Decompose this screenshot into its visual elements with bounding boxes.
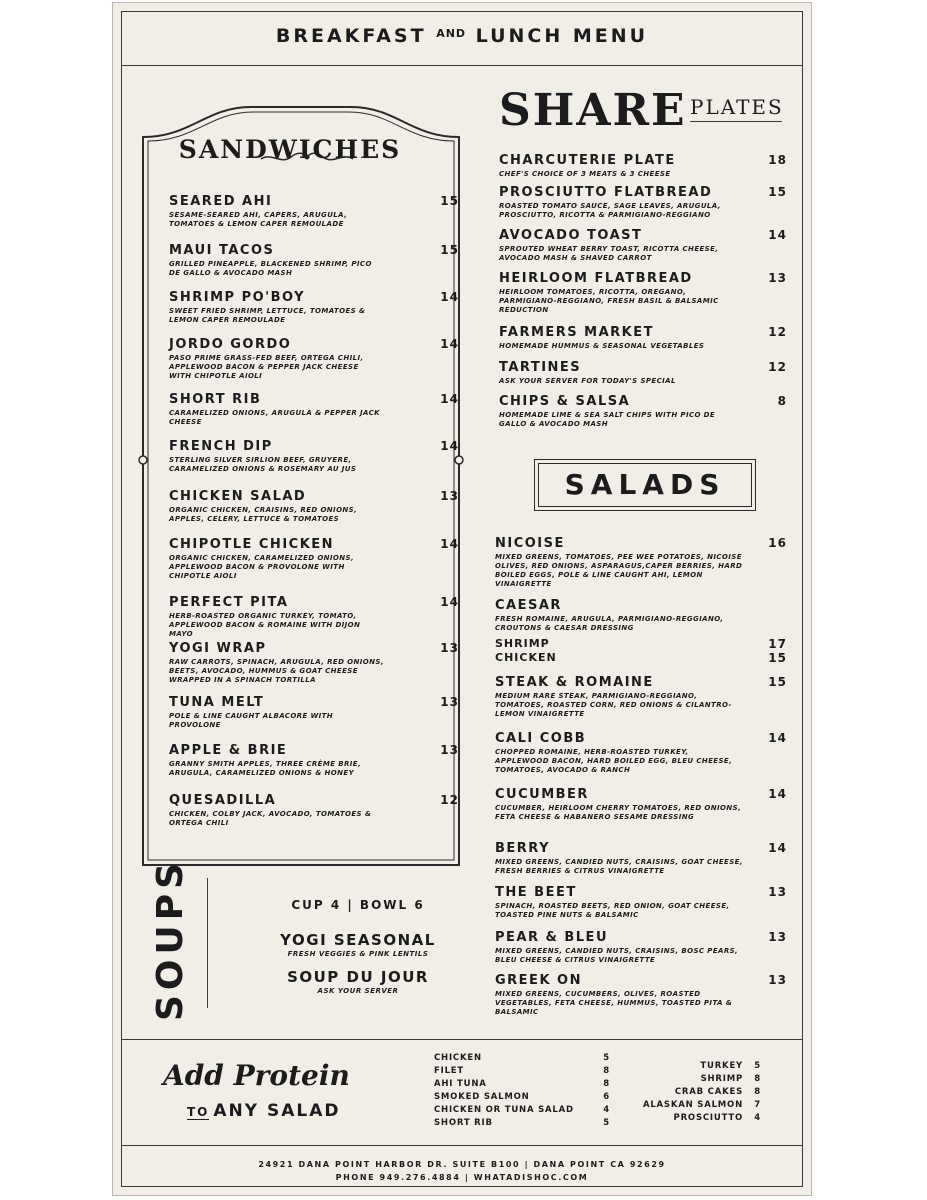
item-name: GREEK ON: [495, 973, 582, 988]
protein-divider: [121, 1039, 803, 1040]
item-description: SESAME-SEARED AHI, CAPERS, ARUGULA, TOMATOES & LEMON CAPER REMOULADE: [169, 211, 348, 228]
footer-contact: PHONE 949.276.4884 | WHATADISHOC.COM: [335, 1173, 589, 1182]
title-lunch-menu: LUNCH MENU: [475, 25, 649, 47]
item-description: ASK YOUR SERVER FOR TODAY'S SPECIAL: [499, 377, 676, 385]
protein-row: [434, 1079, 610, 1091]
item-price: 14: [768, 841, 787, 855]
menu-item: [499, 394, 787, 429]
page-title: [113, 25, 811, 47]
item-description: MIXED GREENS, CUCUMBERS, OLIVES, ROASTED VEGETABLES, FETA CHEESE, HUMMUS, TOASTED PITA & BALSAMIC: [495, 990, 733, 1016]
menu-item: [495, 973, 787, 1017]
title-and: AND: [436, 27, 467, 40]
item-name: PERFECT PITA: [169, 595, 289, 610]
protein-price: 8: [754, 1087, 761, 1097]
addon-name: SHRIMP: [495, 637, 550, 650]
item-name: FRENCH DIP: [169, 439, 273, 454]
protein-row: [434, 1118, 610, 1130]
menu-item: [499, 360, 787, 386]
item-name: CHICKEN SALAD: [169, 489, 307, 504]
soup-name: YOGI SEASONAL: [280, 931, 436, 949]
item-price: 13: [768, 885, 787, 899]
soup-description: ASK YOUR SERVER: [317, 987, 399, 995]
caesar-addon-row: [495, 651, 787, 665]
item-price: 14: [440, 595, 459, 609]
item-price: 8: [777, 394, 787, 408]
item-description: CUCUMBER, HEIRLOOM CHERRY TOMATOES, RED ONIONS, FETA CHEESE & HABANERO SESAME DRESSING: [495, 804, 742, 821]
soup-description: FRESH VEGGIES & PINK LENTILS: [287, 950, 429, 958]
header-divider: [121, 65, 803, 66]
menu-item: [495, 536, 787, 589]
soups-title: SOUPS: [150, 857, 191, 1021]
item-name: FARMERS MARKET: [499, 325, 655, 340]
item-description: SWEET FRIED SHRIMP, LETTUCE, TOMATOES & LEMON CAPER REMOULADE: [169, 307, 366, 324]
item-name: THE BEET: [495, 885, 577, 900]
item-name: QUESADILLA: [169, 793, 277, 808]
any-salad-label: ANY SALAD: [213, 1101, 341, 1121]
menu-item: [169, 243, 459, 278]
item-name: NICOISE: [495, 536, 565, 551]
item-price: 13: [768, 271, 787, 285]
item-description: ORGANIC CHICKEN, CARAMELIZED ONIONS, APPLEWOOD BACON & PROVOLONE WITH CHIPOTLE AIOLI: [169, 554, 355, 580]
item-name: CHARCUTERIE PLATE: [499, 153, 676, 168]
protein-row: [621, 1087, 761, 1099]
menu-item: [169, 743, 459, 778]
protein-name: FILET: [434, 1066, 464, 1076]
item-name: SHORT RIB: [169, 392, 262, 407]
item-price: 14: [440, 392, 459, 406]
menu-item: [169, 695, 459, 730]
item-price: 13: [768, 930, 787, 944]
protein-name: SHRIMP: [700, 1074, 743, 1084]
item-name: YOGI WRAP: [169, 641, 267, 656]
item-price: 18: [768, 153, 787, 167]
item-price: 14: [440, 439, 459, 453]
protein-row: [621, 1113, 761, 1125]
item-description: ROASTED TOMATO SAUCE, SAGE LEAVES, ARUGULA, PROSCIUTTO, RICOTTA & PARMIGIANO-REGGIANO: [499, 202, 721, 219]
menu-item: [499, 325, 787, 351]
menu-item: [169, 489, 459, 524]
menu-item: [169, 641, 459, 685]
addon-price: 15: [768, 651, 787, 665]
item-name: AVOCADO TOAST: [499, 228, 643, 243]
item-description: STERLING SILVER SIRLION BEEF, GRUYERE, CARAMELIZED ONIONS & ROSEMARY AU JUS: [169, 456, 357, 473]
protein-name: ALASKAN SALMON: [642, 1100, 743, 1110]
add-protein-subtitle: [187, 1101, 341, 1121]
item-description: SPROUTED WHEAT BERRY TOAST, RICOTTA CHEESE, AVOCADO MASH & SHAVED CARROT: [499, 245, 719, 262]
item-price: 15: [768, 675, 787, 689]
menu-item: [495, 731, 787, 775]
protein-price: 4: [603, 1105, 610, 1115]
item-description: MIXED GREENS, CANDIED NUTS, CRAISINS, GOAT CHEESE, FRESH BERRIES & CITRUS VINAIGRETTE: [495, 858, 743, 875]
menu-item: [169, 537, 459, 581]
item-name: PROSCIUTTO FLATBREAD: [499, 185, 713, 200]
menu-item: [169, 194, 459, 229]
menu-item: [169, 793, 459, 828]
addon-price: 17: [768, 637, 787, 651]
protein-row: [434, 1105, 610, 1117]
protein-name: CRAB CAKES: [674, 1087, 743, 1097]
item-description: MIXED GREENS, TOMATOES, PEE WEE POTATOES, NICOISE OLIVES, RED ONIONS, ASPARAGUS,CAPER BERRIES, HARD BOILED EGGS, POLE & LINE CAUGHT AHI, LEMON VINAIGRETTE: [495, 553, 743, 588]
protein-price: 8: [754, 1074, 761, 1084]
menu-item: [169, 595, 459, 639]
item-price: 13: [440, 743, 459, 757]
share-plates-subtitle: PLATES: [690, 95, 784, 119]
sandwiches-title: SANDWICHES: [178, 135, 402, 164]
item-price: 14: [768, 787, 787, 801]
item-price: 14: [440, 290, 459, 304]
item-description: CHOPPED ROMAINE, HERB-ROASTED TURKEY, APPLEWOOD BACON, HARD BOILED EGG, BLEU CHEESE, TOMATOES, AVOCADO & RANCH: [495, 748, 733, 774]
protein-price: 6: [603, 1092, 610, 1102]
item-name: CUCUMBER: [495, 787, 589, 802]
salads-title: [534, 459, 756, 511]
item-name: PEAR & BLEU: [495, 930, 608, 945]
item-price: 13: [440, 641, 459, 655]
caesar-addon-row: [495, 637, 787, 651]
protein-name: CHICKEN OR TUNA SALAD: [434, 1105, 574, 1115]
item-name: SEARED AHI: [169, 194, 273, 209]
item-price: 15: [440, 243, 459, 257]
item-description: GRILLED PINEAPPLE, BLACKENED SHRIMP, PICO DE GALLO & AVOCADO MASH: [169, 260, 372, 277]
share-plates-title: SHARE: [499, 85, 687, 136]
protein-name: PROSCIUTTO: [673, 1113, 743, 1123]
footer-divider: [121, 1145, 803, 1146]
item-name: CHIPS & SALSA: [499, 394, 631, 409]
menu-item: [169, 290, 459, 325]
item-description: CHEF'S CHOICE OF 3 MEATS & 3 CHEESE: [499, 170, 671, 178]
item-name: SHRIMP PO'BOY: [169, 290, 306, 305]
menu-page: [112, 2, 812, 1196]
item-name: CALI COBB: [495, 731, 587, 746]
soups-divider: [207, 878, 208, 1008]
item-price: 12: [768, 360, 787, 374]
item-name: CHIPOTLE CHICKEN: [169, 537, 335, 552]
item-name: MAUI TACOS: [169, 243, 275, 258]
protein-row: [434, 1092, 610, 1104]
protein-price: 5: [603, 1053, 610, 1063]
protein-price: 5: [603, 1118, 610, 1128]
salads-title-text: SALADS: [564, 468, 726, 501]
menu-item: [495, 930, 787, 965]
protein-price: 8: [603, 1066, 610, 1076]
plates-underline: [690, 121, 782, 122]
item-description: RAW CARROTS, SPINACH, ARUGULA, RED ONIONS, BEETS, AVOCADO, HUMMUS & GOAT CHEESE WRAPPED IN A SPINACH TORTILLA: [169, 658, 384, 684]
item-price: 14: [768, 228, 787, 242]
protein-name: TURKEY: [700, 1061, 743, 1071]
protein-name: CHICKEN: [434, 1053, 482, 1063]
item-price: 14: [768, 731, 787, 745]
item-price: 15: [440, 194, 459, 208]
soup-name: SOUP DU JOUR: [287, 968, 429, 986]
menu-item: [495, 841, 787, 876]
protein-name: SMOKED SALMON: [434, 1092, 530, 1102]
item-name: TUNA MELT: [169, 695, 265, 710]
item-description: FRESH ROMAINE, ARUGULA, PARMIGIANO-REGGIANO, CROUTONS & CAESAR DRESSING: [495, 615, 724, 632]
protein-price: 8: [603, 1079, 610, 1089]
item-description: HERB-ROASTED ORGANIC TURKEY, TOMATO, APPLEWOOD BACON & ROMAINE WITH DIJON MAYO: [169, 612, 361, 638]
title-breakfast: BREAKFAST: [275, 25, 427, 47]
add-protein-title: Add Protein: [163, 1059, 350, 1092]
item-price: 13: [768, 973, 787, 987]
item-price: 14: [440, 537, 459, 551]
menu-item: [169, 439, 459, 474]
item-name: STEAK & ROMAINE: [495, 675, 654, 690]
menu-item: [499, 185, 787, 220]
protein-price: 7: [754, 1100, 761, 1110]
item-description: ORGANIC CHICKEN, CRAISINS, RED ONIONS, APPLES, CELERY, LETTUCE & TOMATOES: [169, 506, 358, 523]
protein-row: [434, 1066, 610, 1078]
protein-row: [621, 1074, 761, 1086]
footer-address: 24921 DANA POINT HARBOR DR. SUITE B100 | DANA POINT CA 92629: [258, 1160, 666, 1169]
protein-row: [434, 1053, 610, 1065]
item-name: HEIRLOOM FLATBREAD: [499, 271, 693, 286]
item-description: PASO PRIME GRASS-FED BEEF, ORTEGA CHILI, APPLEWOOD BACON & PEPPER JACK CHEESE WITH CHIPOTLE AIOLI: [169, 354, 364, 380]
item-description: CHICKEN, COLBY JACK, AVOCADO, TOMATOES & ORTEGA CHILI: [169, 810, 372, 827]
item-name: APPLE & BRIE: [169, 743, 288, 758]
item-description: MEDIUM RARE STEAK, PARMIGIANO-REGGIANO, TOMATOES, ROASTED CORN, RED ONIONS & CILANTRO-LEMON VINAIGRETTE: [495, 692, 732, 718]
item-description: GRANNY SMITH APPLES, THREE CRÈME BRIE, ARUGULA, CARAMELIZED ONIONS & HONEY: [169, 760, 362, 777]
item-price: 13: [440, 695, 459, 709]
soup-sizes: CUP 4 | BOWL 6: [291, 898, 425, 912]
to-label: TO: [187, 1105, 210, 1119]
protein-name: SHORT RIB: [434, 1118, 493, 1128]
item-description: HOMEMADE LIME & SEA SALT CHIPS WITH PICO DE GALLO & AVOCADO MASH: [499, 411, 716, 428]
item-name: BERRY: [495, 841, 551, 856]
menu-item: [495, 675, 787, 719]
protein-name: AHI TUNA: [434, 1079, 487, 1089]
item-name: JORDO GORDO: [169, 337, 292, 352]
menu-item: [495, 787, 787, 822]
item-price: 16: [768, 536, 787, 550]
protein-row: [621, 1061, 761, 1073]
item-description: POLE & LINE CAUGHT ALBACORE WITH PROVOLONE: [169, 712, 334, 729]
item-description: CARAMELIZED ONIONS, ARUGULA & PEPPER JACK CHEESE: [169, 409, 380, 426]
item-price: 15: [768, 185, 787, 199]
protein-row: [621, 1100, 761, 1112]
protein-price: 5: [754, 1061, 761, 1071]
item-name: CAESAR: [495, 598, 562, 613]
item-description: HEIRLOOM TOMATOES, RICOTTA, OREGANO, PARMIGIANO-REGGIANO, FRESH BASIL & BALSAMIC REDUCTION: [499, 288, 719, 314]
protein-price: 4: [754, 1113, 761, 1123]
item-description: SPINACH, ROASTED BEETS, RED ONION, GOAT CHEESE, TOASTED PINE NUTS & BALSAMIC: [495, 902, 730, 919]
item-description: HOMEMADE HUMMUS & SEASONAL VEGETABLES: [499, 342, 705, 350]
menu-item: [169, 337, 459, 381]
item-name: TARTINES: [499, 360, 582, 375]
menu-item: [499, 271, 787, 315]
menu-item: [499, 228, 787, 263]
addon-name: CHICKEN: [495, 651, 557, 664]
menu-item: [499, 153, 787, 179]
item-description: MIXED GREENS, CANDIED NUTS, CRAISINS, BOSC PEARS, BLEU CHEESE & CITRUS VINAIGRETTE: [495, 947, 739, 964]
item-price: 14: [440, 337, 459, 351]
menu-item: [169, 392, 459, 427]
item-price: 12: [768, 325, 787, 339]
menu-item: [495, 598, 787, 665]
item-price: 13: [440, 489, 459, 503]
menu-item: [495, 885, 787, 920]
item-price: 12: [440, 793, 459, 807]
